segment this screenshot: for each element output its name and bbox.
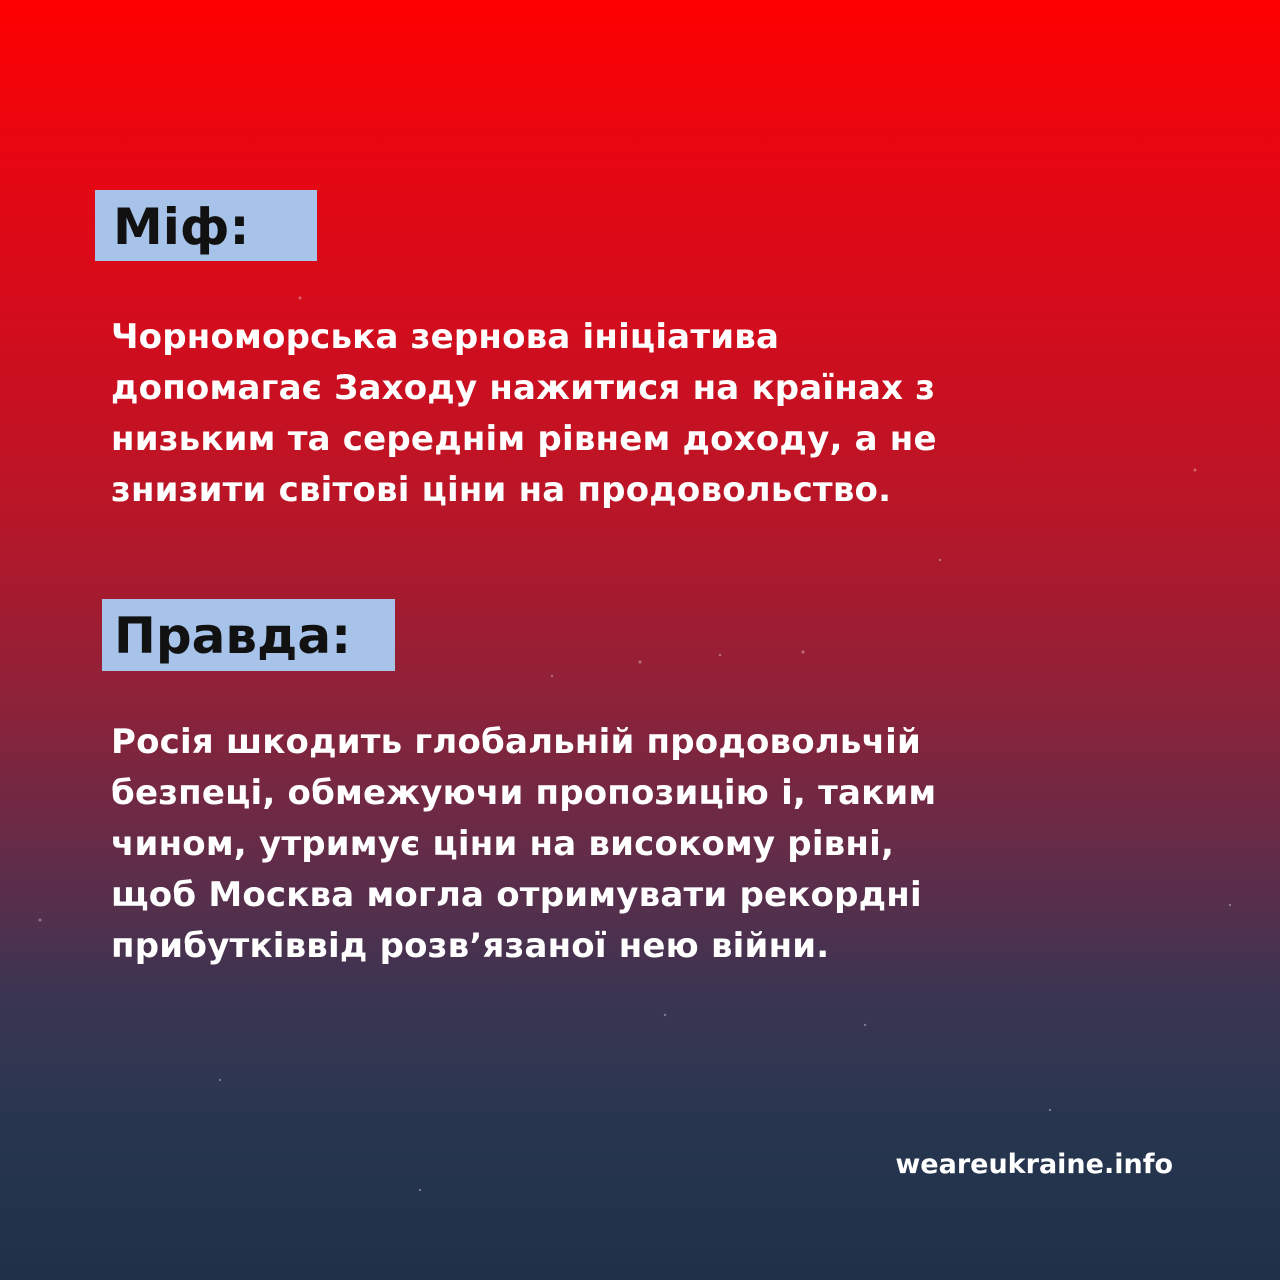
truth-label: Правда:	[114, 607, 352, 665]
myth-line: Чорноморська зернова ініціатива	[111, 317, 780, 357]
myth-line: знизити світові ціни на продовольство.	[111, 470, 892, 510]
myth-label-box	[95, 190, 317, 261]
myth-line: низьким та середнім рівнем доходу, а не	[111, 419, 937, 459]
truth-text	[111, 717, 936, 972]
truth-line: Росія шкодить глобальній продовольчій	[111, 722, 922, 762]
truth-label-box	[102, 599, 395, 671]
myth-text	[111, 312, 937, 516]
myth-line: допомагає Заходу нажитися на країнах з	[111, 368, 936, 408]
truth-line: безпеці, обмежуючи пропозицію і, таким	[111, 773, 937, 813]
truth-line: прибутківвід розв’язаної нею війни.	[111, 926, 830, 966]
website-link[interactable]: weareukraine.info	[895, 1149, 1173, 1180]
truth-line: щоб Москва могла отримувати рекордні	[111, 875, 922, 915]
myth-label: Міф:	[113, 198, 250, 256]
truth-line: чином, утримує ціни на високому рівні,	[111, 824, 895, 864]
